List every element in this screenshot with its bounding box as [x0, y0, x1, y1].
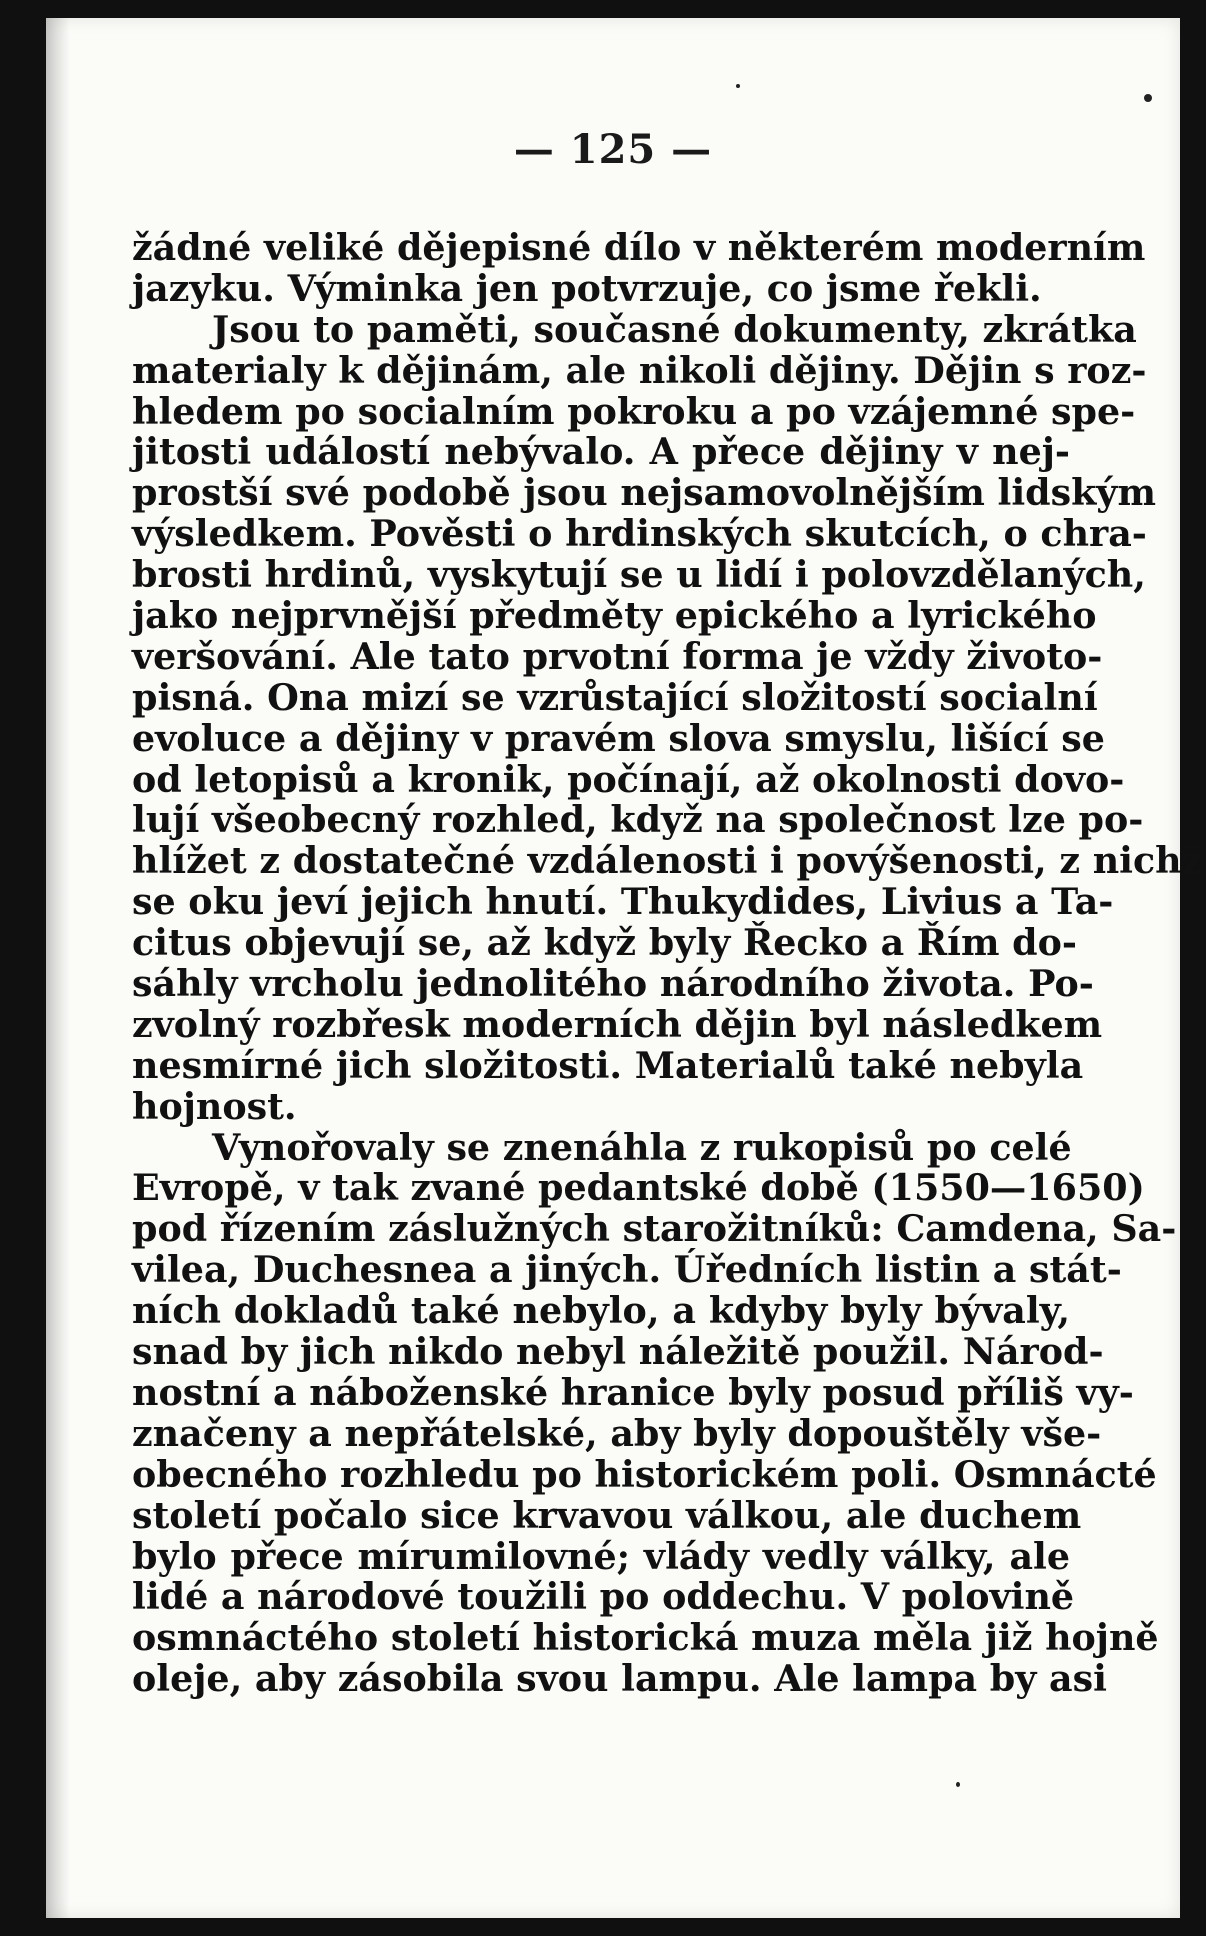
text-line: zvolný rozbřesk moderních dějin byl následkem	[132, 1002, 1103, 1046]
text-line: lidé a národové toužili po oddechu. V polovině	[132, 1575, 1075, 1619]
text-line: lují všeobecný rozhled, když na společnost lze po-	[132, 798, 1144, 842]
text-line: osmnáctého století historická muza měla již hojně	[132, 1616, 1159, 1660]
text-line: od letopisů a kronik, počínají, až okolnosti dovo-	[132, 757, 1125, 801]
text-line: nostní a náboženské hranice byly posud příliš vy-	[132, 1370, 1134, 1414]
text-line: vilea, Duchesnea a jiných. Úředních listin a stát-	[132, 1248, 1122, 1292]
text-line: hledem po socialním pokroku a po vzájemné spe-	[132, 389, 1136, 433]
text-line: ních dokladů také nebylo, a kdyby byly bývaly,	[132, 1289, 1070, 1333]
text-line: hojnost.	[132, 1084, 297, 1128]
text-line: veršování. Ale tato prvotní forma je vždy životo-	[132, 634, 1103, 678]
text-line: evoluce a dějiny v pravém slova smyslu, lišící se	[132, 716, 1105, 760]
text-line: jazyku. Výminka jen potvrzuje, co jsme řekli.	[132, 266, 1042, 310]
text-line: nesmírné jich složitosti. Materialů také nebyla	[132, 1043, 1084, 1087]
text-line: Evropě, v tak zvané pedantské době (1550—1650)	[132, 1166, 1145, 1210]
text-line: citus objevují se, až když byly Řecko a Řím do-	[132, 921, 1077, 965]
text-line: jitosti událostí nebývalo. A přece dějiny v nej-	[132, 430, 1070, 474]
body-text	[132, 226, 1203, 1701]
text-line: století počalo sice krvavou válkou, ale duchem	[132, 1493, 1082, 1537]
text-line: pisná. Ona mizí se vzrůstající složitostí socialní	[132, 675, 1098, 719]
page-number: — 125 —	[513, 126, 713, 173]
text-line: sáhly vrcholu jednolitého národního života. Po-	[132, 962, 1094, 1006]
scan-speck	[1144, 94, 1152, 102]
text-line: materialy k dějinám, ale nikoli dějiny. Dějin s roz-	[132, 348, 1147, 392]
text-line: hlížet z dostatečné vzdálenosti i povýšenosti, z nichž	[132, 839, 1203, 883]
text-line: oleje, aby zásobila svou lampu. Ale lampa by asi	[132, 1657, 1107, 1701]
text-line: snad by jich nikdo nebyl náležitě použil. Národ-	[132, 1330, 1104, 1374]
text-line: Vynořovaly se znenáhla z rukopisů po celé	[212, 1125, 1072, 1169]
text-line: značeny a nepřátelské, aby byly dopouštěly vše-	[132, 1411, 1102, 1455]
text-line: brosti hrdinů, vyskytují se u lidí i polovzdělaných,	[132, 553, 1146, 597]
binding-shadow	[46, 18, 70, 1918]
text-line: prostší své podobě jsou nejsamovolnějším lidským	[132, 471, 1156, 515]
text-line: obecného rozhledu po historickém poli. Osmnácté	[132, 1452, 1157, 1496]
text-line: bylo přece mírumilovné; vlády vedly války, ale	[132, 1534, 1070, 1578]
text-line: výsledkem. Pověsti o hrdinských skutcích, o chra-	[132, 512, 1147, 556]
text-line: Jsou to paměti, současné dokumenty, zkrátka	[212, 307, 1137, 351]
text-line: žádné veliké dějepisné dílo v některém moderním	[132, 226, 1146, 269]
text-line: pod řízením záslužných starožitníků: Camdena, Sa-	[132, 1207, 1177, 1251]
text-line: se oku jeví jejich hnutí. Thukydides, Livius a Ta-	[132, 880, 1114, 924]
text-line: jako nejprvnější předměty epického a lyrického	[132, 594, 1097, 638]
scan-speck	[956, 1782, 960, 1787]
scan-speck	[736, 84, 740, 88]
book-page	[46, 18, 1203, 1918]
